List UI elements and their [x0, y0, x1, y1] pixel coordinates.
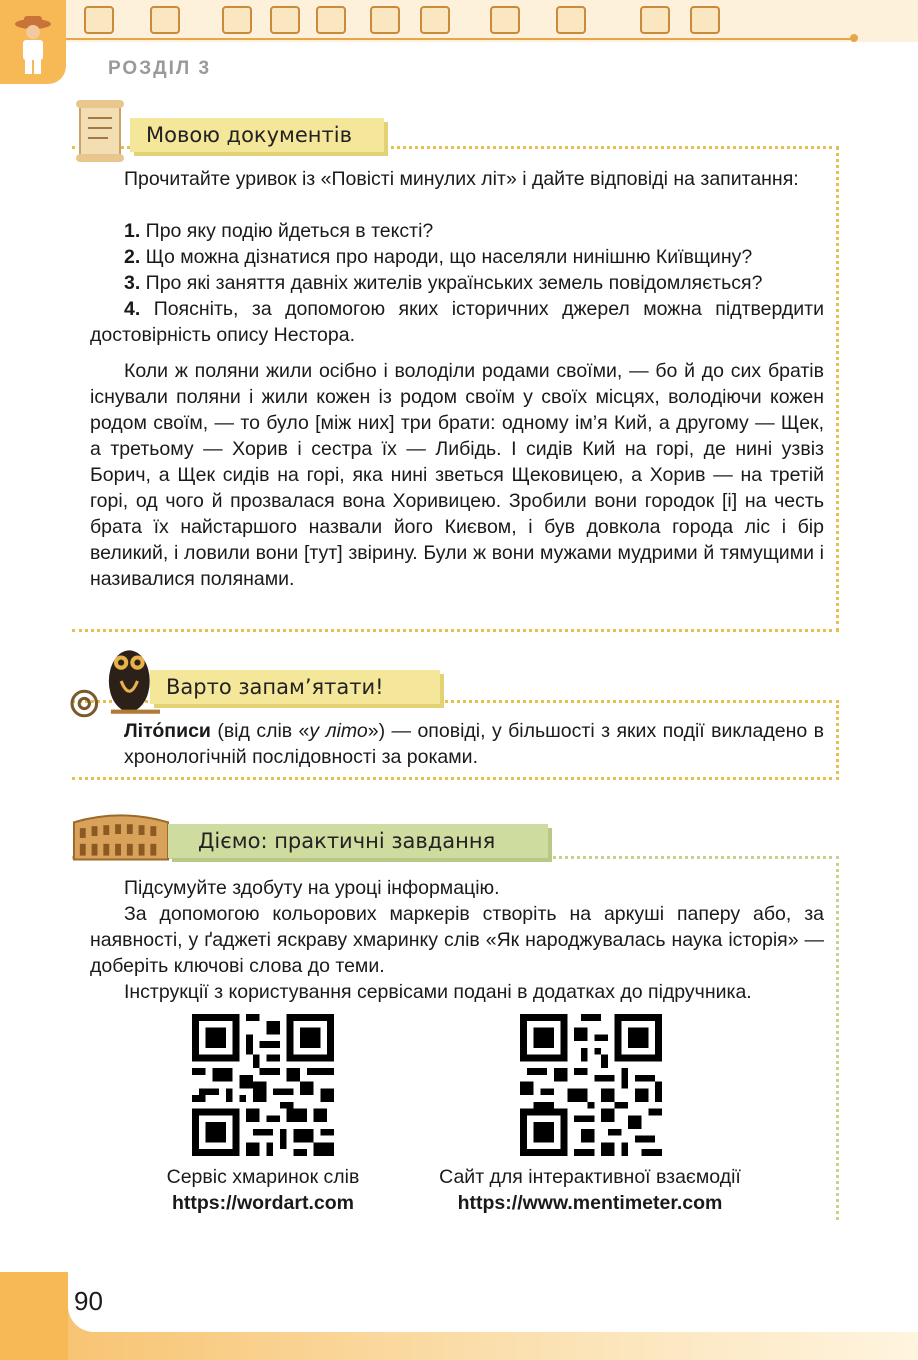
question-4-number: 4. — [124, 298, 141, 320]
definition-rest: ») — оповіді, у більшості з яких події викладено в хронологічній послідовності за роками. — [124, 720, 824, 768]
qr-code-wordart[interactable] — [192, 1014, 334, 1156]
qr-caption-mentimeter-label: Сайт для інтерактивної взаємодії — [439, 1166, 741, 1188]
question-1-number: 1. — [124, 220, 141, 242]
qr-caption-wordart — [124, 1164, 402, 1216]
castle-icon — [420, 6, 450, 34]
question-3 — [124, 270, 830, 296]
practice-line-3: Інструкції з користування сервісами подані в додатках до підручника. — [124, 981, 752, 1003]
chronicle-excerpt: Коли ж поляни жили осібно і володіли родами своїми, — бо й до сих братів існували поляни і жили кожен із родом своїм у своїх місцях, володіючи кожен родом своїм, — то було [між них] три брати: одному ім’я Кий, а другому — Щек, а третьому — Хорив і сестра їх — Либідь. І сидів Кий на горі, де нині узвіз Борич, а Щек сидів на горі, яка нині зветься Щековицею, а Хорив — на третій горі, од чого й прозвалася вона Хоривицею. Зробили вони городок [і] на честь брата їх найстаршого назвали його Києвом, і був довкола города ліс і бір великий, і ловили вони [тут] звірину. Були ж вони мужами мудрими й тямущими і називалися полянами. — [90, 360, 824, 590]
papyrus-scroll-icon — [72, 98, 132, 168]
question-1-text: Про яку подію йдеться в тексті? — [140, 220, 434, 242]
practice-line-1: Підсумуйте здобуту на уроці інформацію. — [124, 877, 500, 899]
documents-intro: Прочитайте уривок із «Повісті минулих літ» і дайте відповіді на запитання: — [124, 168, 799, 190]
banner-end-dot — [850, 34, 858, 42]
practice-title: Діємо: практичні завдання — [168, 824, 548, 858]
question-4 — [90, 296, 824, 348]
book-icon — [556, 6, 586, 34]
remember-title: Варто запам’ятати! — [150, 670, 440, 704]
crown-icon — [316, 6, 346, 34]
wordart-link[interactable]: https://wordart.com — [171, 1192, 354, 1214]
practice-line-2: За допомогою кольорових маркерів створіть на аркуші паперу або, за наявності, у ґаджеті яскраву хмаринку слів «Як народжувалась наука історія» — доберіть ключові слова до теми. — [90, 903, 824, 977]
qr-caption-mentimeter — [410, 1164, 770, 1216]
shield-icon — [370, 6, 400, 34]
documents-title: Мовою документів — [130, 118, 384, 152]
question-2-number: 2. — [124, 246, 141, 268]
corner-tab — [0, 0, 66, 84]
page-number: 90 — [74, 1286, 103, 1316]
question-4-text: Поясніть, за допомогою яких історичних джерел можна підтвердити достовірність опису Нестора. — [90, 298, 824, 346]
remember-definition — [124, 718, 824, 770]
pyramid-icon — [640, 6, 670, 34]
colosseum-icon — [72, 808, 170, 862]
qr-code-mentimeter[interactable] — [520, 1014, 662, 1156]
map-icon — [690, 6, 720, 34]
section-label: РОЗДІЛ 3 — [108, 58, 212, 79]
question-2-text: Що можна дізнатися про народи, що населяли нинішню Київщину? — [140, 246, 753, 268]
question-1 — [124, 218, 824, 244]
top-decorative-banner — [0, 0, 918, 42]
question-3-text: Про які заняття давніх жителів українських земель повідомляється? — [140, 272, 763, 294]
chest-icon — [84, 6, 114, 34]
definition-open: (від слів « — [210, 720, 310, 742]
temple-icon — [222, 6, 252, 34]
footer-tab — [0, 1272, 68, 1360]
mentimeter-link[interactable]: https://www.mentimeter.com — [457, 1192, 723, 1214]
owl-icon — [70, 640, 162, 722]
question-2 — [124, 244, 830, 270]
footer-page-area — [68, 1220, 918, 1332]
qr-caption-wordart-label: Сервіс хмаринок слів — [166, 1166, 360, 1188]
vase-icon — [490, 6, 520, 34]
definition-italic: у літо — [309, 720, 368, 742]
ship-icon — [270, 6, 300, 34]
explorer-icon — [10, 14, 56, 76]
scroll-icon — [150, 6, 180, 34]
term-letopysy: Літо́писи — [124, 720, 211, 742]
question-3-number: 3. — [124, 272, 141, 294]
